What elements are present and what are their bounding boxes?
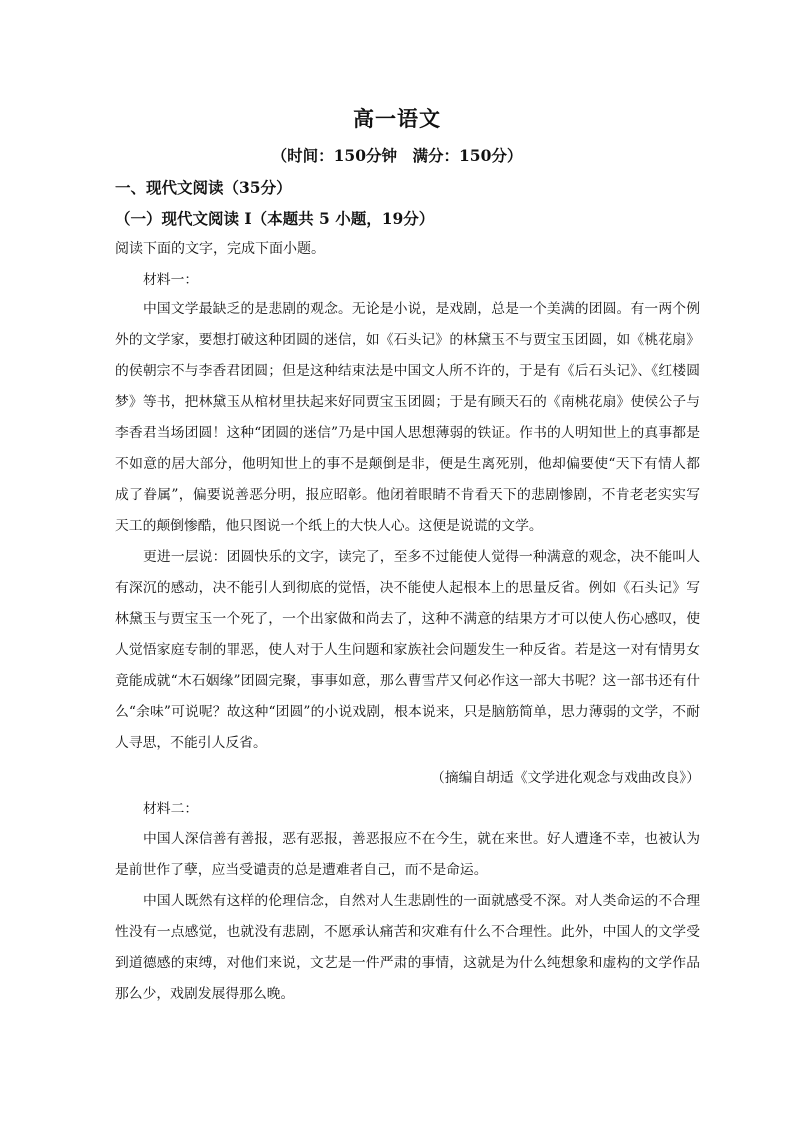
material2-label: 材料二： — [143, 801, 199, 817]
material2-paragraph: 中国人既然有这样的伦理信念，自然对人生悲剧性的一面就感受不深。对人类命运的不合理性没有一点感觉，也就没有悲剧，不愿承认痛苦和灾难有什么不合理性。此外，中国人的文学受到道德感的束缚，对他们来说，文艺是一件严肃的事情，这就是为什么纯想象和虚构的文学作品那么少，戏剧发展得那么晚。 — [115, 893, 700, 1002]
material1-source: （摘编自胡适《文学进化观念与戏曲改良》） — [430, 770, 700, 786]
material1-body — [115, 294, 700, 759]
material2-body — [115, 824, 700, 1010]
exam-info: （时间：150分钟 满分：150分） — [271, 146, 523, 165]
material1-paragraph: 中国文学最缺乏的是悲剧的观念。无论是小说，是戏剧，总是一个美满的团圆。有一两个例外的文学家，要想打破这种团圆的迷信，如《石头记》的林黛玉不与贾宝玉团圆，如《桃花扇》的侯朝宗不与李香君团圆；但是这种结束法是中国文人所不许的，于是有《后石头记》、《红楼圆梦》等书，把林黛玉从棺材里扶起来好同贾宝玉团圆；于是有顾天石的《南桃花扇》使侯公子与李香君当场团圆！这种“团圆的迷信”乃是中国人思想薄弱的铁证。作书的人明知世上的真事都是不如意的居大部分，他明知世上的事不是颠倒是非，便是生离死别，他却偏要使“天下有情人都成了眷属”，偏要说善恶分明，报应昭彰。他闭着眼睛不肯看天下的悲剧惨剧，不肯老老实实写天工的颠倒惨酷，他只图说一个纸上的大快人心。这便是说谎的文学。 — [115, 301, 700, 534]
section-subheading: （一）现代文阅读 I（本题共 5 小题，19分） — [115, 209, 435, 228]
instruction-text: 阅读下面的文字，完成下面小题。 — [115, 241, 325, 257]
material1-paragraph: 更进一层说：团圆快乐的文字，读完了，至多不过能使人觉得一种满意的观念，决不能叫人有深沉的感动，决不能引人到彻底的觉悟，决不能使人起根本上的思量反省。例如《石头记》写林黛玉与贾宝玉一个死了，一个出家做和尚去了，这种不满意的结果方才可以使人伤心感叹，使人觉悟家庭专制的罪恶，使人对于人生问题和家族社会问题发生一种反省。若是这一对有情男女竟能成就“木石姻缘”团圆完聚，事事如意，那么曹雪芹又何必作这一部大书呢？这一部书还有什么“余味”可说呢？故这种“团圆”的小说戏剧，根本说来，只是脑筋简单，思力薄弱的文学，不耐人寻思，不能引人反省。 — [115, 549, 700, 751]
page-title: 高一语文 — [353, 106, 441, 131]
material2-paragraph: 中国人深信善有善报，恶有恶报，善恶报应不在今生，就在来世。好人遭逢不幸，也被认为是前世作了孽，应当受谴责的总是遭难者自己，而不是命运。 — [115, 831, 700, 878]
section-heading: 一、现代文阅读（35分） — [115, 178, 292, 197]
material1-label: 材料一： — [143, 272, 199, 288]
